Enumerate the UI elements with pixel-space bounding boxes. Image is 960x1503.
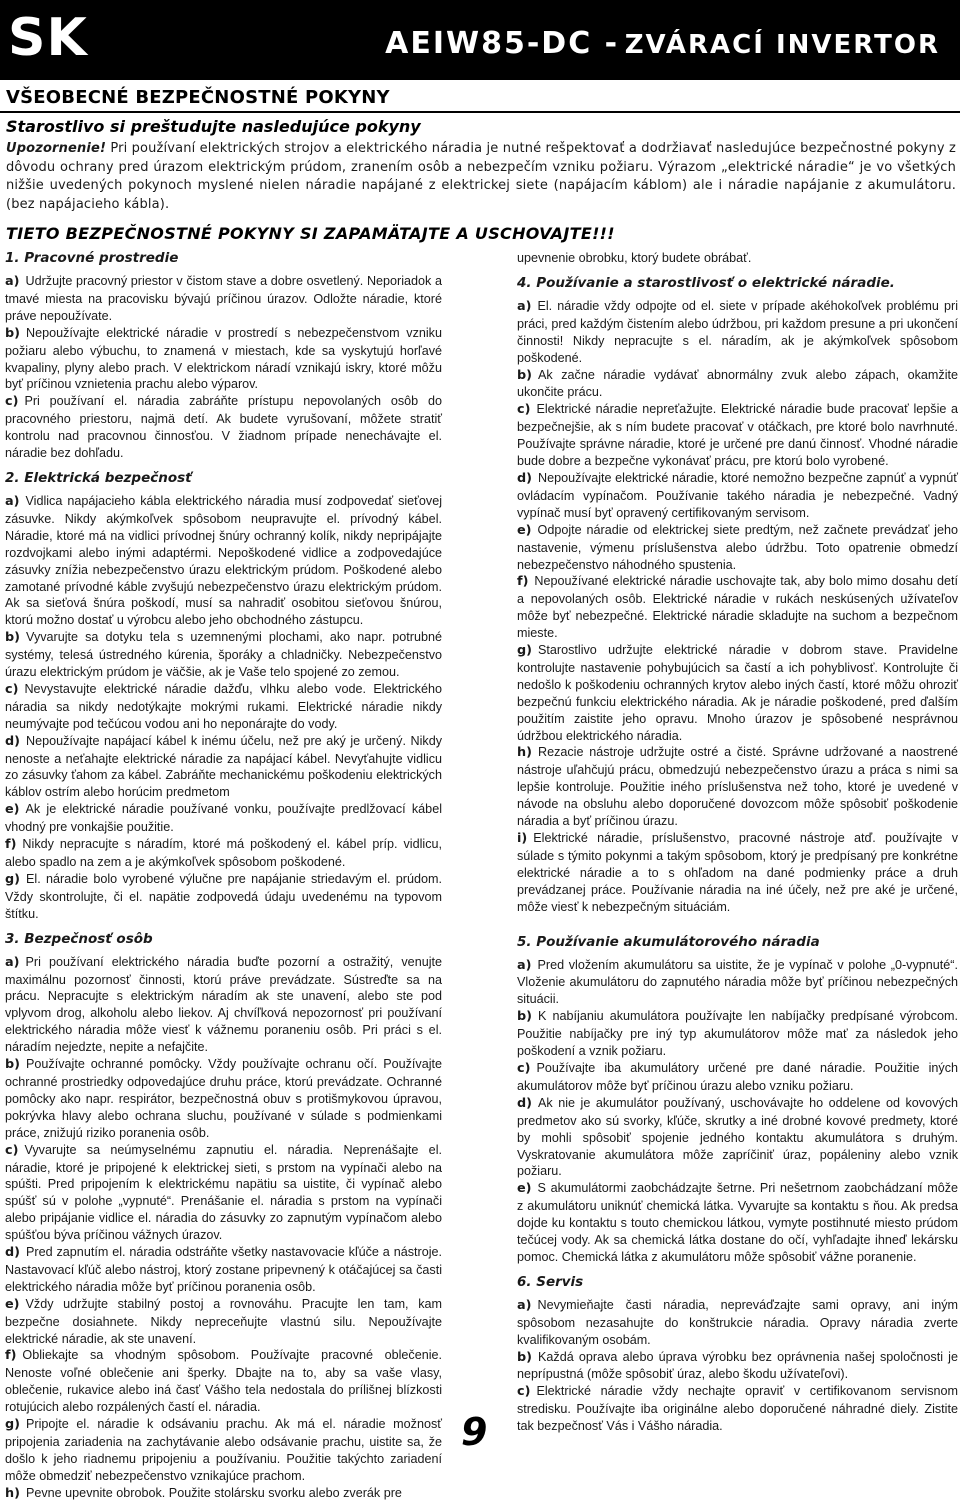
list-item — [517, 744, 958, 830]
section-heading: 4. Používanie a starostlivosť o elektrické náradie. — [517, 274, 895, 291]
list-item — [5, 1056, 442, 1142]
item-text: Ak začne náradie vydávať abnormálny zvuk alebo zápach, okamžite ukončite prácu. — [517, 367, 958, 400]
item-text: Pri používaní elektrického náradia buďte pozorní a ostražitý, venujte maximálnu pozornosť činnosti, ktorú práve prevádzate. Sústreďte sa na prácu. Nepracujte s elektrickým náradím ak ste unavení, alebo ste pod vplyvom drog, alkoholu alebo liekov. Aj chvíľková nepozornosť pri používaní elektrického náradia môže viesť k vážnemu poraneniu osôb. Pri práci s el. náradím nejedzte, nepite a nefajčite. — [5, 954, 442, 1055]
list-item — [5, 1416, 442, 1485]
item-text: Vyvarujte sa dotyku tela s uzemnenými plochami, ako napr. potrubné systémy, telesá ústredného kúrenia, šporáky a chladničky. Nebezpečenstvo úrazu elektrickým prúdom je väčšie, ak je Vaše telo spojené zo zemou. — [5, 630, 442, 680]
list-item — [5, 1296, 442, 1348]
item-letter: a) — [517, 957, 532, 973]
item-letter: a) — [5, 274, 20, 289]
item-letter: a) — [517, 1297, 532, 1313]
item-letter: b) — [5, 630, 21, 646]
item-letter: g) — [517, 643, 533, 659]
list-item — [5, 836, 442, 871]
item-letter: f) — [5, 1348, 17, 1364]
list-item — [5, 954, 442, 1056]
item-text: K nabíjaniu akumulátora používajte len nabíjačky predpísané výrobcom. Použitie nabíjačky pre iný typ akumulátorov môže mať za následok jeho poškodení a vznik požiaru. — [517, 1009, 958, 1059]
item-letter: c) — [517, 402, 531, 418]
item-text: Vždy udržujte stabilný postoj a rovnováhu. Pracujte len tam, kam bezpečne dosiahnete. Nikdy nepreceňujte vlastnú silu. Nepoužívajte elektrické náradie, ak ste unavení. — [5, 1296, 442, 1346]
list-item — [5, 681, 442, 733]
list-item — [5, 325, 442, 394]
section-heading: 3. Bezpečnosť osôb — [5, 930, 153, 947]
list-item — [5, 733, 442, 802]
item-letter: h) — [517, 745, 532, 761]
item-text: El. náradie vždy odpojte od el. siete v prípade akéhokoľvek problému pri práci, pred každým čistením alebo údržbou, pri každom presune a pri ukončení činnosti! Nikdy nepracujte s el. náradím, ak je akýmkoľvek spôsobom poškodené. — [517, 298, 958, 365]
item-text: Odpojte náradie od elektrickej siete predtým, než začnete prevádzať jeho nastavenie, výmenu príslušenstva alebo údržbu. Toto opatrenie obmedzí nebezpečenstvo náhodného spustenia. — [517, 522, 958, 572]
item-letter: f) — [5, 837, 17, 853]
item-text: Nevystavujte elektrické náradie dažďu, vlhku alebo vode. Elektrického náradia sa nikdy nedotýkajte mokrými rukami. Elektrické náradie nikdy neumývajte pod tečúcou vodou ani ho neponárajte do vody. — [5, 681, 442, 731]
item-letter: c) — [5, 394, 19, 410]
item-text: Ak je elektrické náradie používané vonku, používajte predlžovací kábel vhodný pre vonkajšie použitie. — [5, 802, 442, 835]
item-text: Nepoužívajte napájací kábel k inému účelu, než pre aký je určený. Nikdy nenoste a neťahajte elektrické náradie za napájací kábel. Nevyťahujte vidlicu zo zásuvky ťahom za kábel. Zabráňte mechanickému poškodeniu elektrických káblov ostrím alebo horúcim predmetom — [5, 733, 442, 800]
item-text: Elektrické náradie, príslušenstvo, pracovné nástroje atď. používajte v súlade s týmito pokynmi a takým spôsobom, ktorý je predpísaný pre konkrétne elektrické náradie a to s ohľadom na dané podmienky práce a druh prevádzanej práce. Používanie náradia na iné účely, než pre aké je určené, môže viesť k nebezpečným situáciám. — [517, 831, 958, 914]
product-name: ZVÁRACÍ INVERTOR — [624, 30, 940, 60]
item-text: Elektrické náradie nepreťažujte. Elektrické náradie bude pracovať lepšie a bezpečnejšie, ak s ním budete pracovať v otáčkach, pre ktoré bolo navrhnuté. Používajte správne náradie, ktoré je určené pre danú činnosť. Vhodné náradie bude dobre a bezpečne vykonávať prácu, pre ktorú bolo vyrobené. — [517, 402, 958, 469]
section-heading: 6. Servis — [517, 1273, 584, 1290]
list-item — [517, 1008, 958, 1060]
item-letter: e) — [5, 1296, 20, 1312]
item-text: Pripojte el. náradie k odsávaniu prachu. Ak má el. náradie možnosť pripojenia zariadenia na zachytávanie alebo odsávanie prachu, uistite sa, že došlo k jeho riadnemu pripojeniu a používaniu. Použitie takýchto zariadení môže obmedziť nebezpečenstvo vznikajúce prachom. — [5, 1417, 442, 1483]
item-letter: b) — [517, 1009, 533, 1025]
item-text: Rezacie nástroje udržujte ostré a čisté. Správne udržované a naostrené nástroje uľahčujú prácu, obmedzujú nebezpečenstvo úrazu a práca s nimi sa lepšie kontroluje. Použitie iného príslušenstva než toho, ktoré je uvedené v návode na obsluhu alebo doporučené dovozcom môže spôsobiť poškodenie náradia a byť príčinou úrazu. — [517, 745, 958, 829]
item-letter: a) — [5, 493, 20, 509]
list-item — [5, 629, 442, 681]
list-item — [517, 298, 958, 367]
item-letter: d) — [5, 1245, 21, 1261]
list-item — [517, 1095, 958, 1181]
item-text: Nepoužívajte elektrické náradie, ktoré nemožno bezpečne zapnúť a vypnúť ovládacím vypínačom. Používanie takého náradia je nebezpečné. Vadný vypínač musí byť opravený certifikovaným servisom. — [517, 470, 958, 520]
item-text: Pevne upevnite obrobok. Použite stolársku svorku alebo zverák pre — [25, 1485, 402, 1500]
item-text: Nevymieňajte časti náradia, nepreváďzajte sami opravy, ani iným spôsobom nezasahujte do konštrukcie náradia. Opravy náradia zverte kvalifikovaným osobám. — [517, 1297, 958, 1347]
list-item — [517, 1349, 958, 1384]
item-letter: a) — [517, 298, 532, 314]
item-letter: g) — [5, 871, 21, 887]
left-column — [5, 250, 442, 1503]
list-item — [5, 801, 442, 836]
item-text: Ak nie je akumulátor používaný, uschovávajte ho oddelene od kovových predmetov ako sú svorky, kľúče, skrutky a iné drobné kovové predmety, ktoré by mohli spôsobiť spojenie jedného kontaktu akumulátora s druhým. Vyskratovanie akumulátora môže zapríčiniť úraz, popáleniny alebo vznik požiaru. — [517, 1095, 958, 1179]
list-item — [5, 1347, 442, 1416]
list-item — [5, 493, 442, 629]
item-text: Používajte iba akumulátory určené pre dané náradie. Použitie iných akumulátorov môže byť príčinou úrazu alebo vzniku požiaru. — [517, 1060, 958, 1093]
item-text: Pri používaní el. náradia zabráňte prístupu nepovolaných osôb do pracovného priestoru, najmä detí. Ak budete vyrušovaní, môžete stratiť kontrolu nad pracovnou činnosťou. V žiadnom prípade nenechávajte el. náradie bez dohľadu. — [5, 394, 442, 461]
list-item — [5, 393, 442, 462]
item-letter: d) — [517, 470, 533, 486]
item-text: Nepoužívané elektrické náradie uschovajte tak, aby bolo mimo dosahu detí a nepovolaných osôb. Elektrické náradie v rukách neskúsených užívateľov môže byť nebezpečné. Elektrické náradie skladujte na suchom a bezpečnom mieste. — [517, 574, 958, 641]
list-item — [517, 470, 958, 522]
item-letter: h) — [5, 1485, 20, 1501]
item-letter: c) — [517, 1384, 531, 1400]
item-letter: i) — [517, 831, 528, 846]
list-item — [5, 1244, 442, 1296]
item-letter: e) — [517, 522, 532, 538]
item-letter: b) — [5, 1057, 21, 1073]
language-code: SK — [8, 8, 88, 68]
list-item — [517, 367, 958, 402]
item-text: S akumulátormi zaobchádzajte šetrne. Pri nešetrnom zaobchádzaní môže z akumulátoru uniknúť chemická látka. Vyvarujte sa kontaktu s ňou. Ak predsa dojde ku kontaktu s touto chemickou látkou, vymyte postihnuté miesto prúdom tečúcej vody. Ak sa chemická látka dostane do očí, vyhľadajte ihneď lekársku pomoc. Chemická látka z akumulátoru môže spôsobiť vážne poranenie. — [517, 1181, 958, 1264]
right-column — [517, 250, 958, 1435]
item-text: Vidlica napájacieho kábla elektrického náradia musí zodpovedať sieťovej zásuvke. Nikdy akýmkoľvek spôsobom neupravujte el. prívodný kábel. Náradie, ktoré má na vidlici prívodnej šnúry ochranný kolík, nikdy nepripájajte rozdvojkami alebo inými adaptérmi. Nepoškodené vidlice a zodpovedajúce zásuvky znížia nebezpečenstvo úrazu elektrickým prúdom. Poškodené alebo zamotané prívodné káble zvyšujú nebezpečenstvo úrazu elektrickým prúdom. Ak sa sieťová šnúra poškodí, musí sa nahradiť osobitou sieťovou šnúrou, ktorú možno dostať u výrobcu alebo jeho obchodného zástupcu. — [5, 493, 442, 628]
list-item — [517, 522, 958, 574]
item-text: Vyvarujte sa neúmyselnému zapnutiu el. náradia. Neprenášajte el. náradie, ktoré je pripojené k elektrickej sieti, s prstom na vypínači alebo na spúšti. Pred pripojením k elektrickému napätiu sa uistite, či vypínač alebo spúšť sú v polohe „vypnuté“. Prenášanie el. náradia s prstom na vypínači alebo pripájanie vidlice el. náradia do zásuvky zo zapnutým vypínačom alebo spúšťou býva príčinou vážnych úrazov. — [5, 1142, 442, 1243]
list-item — [517, 1180, 958, 1266]
item-letter: c) — [5, 681, 19, 697]
model-code: AEIW85-DC - — [385, 26, 620, 61]
list-item — [5, 1485, 442, 1503]
intro-paragraph — [6, 140, 956, 214]
item-letter: d) — [5, 733, 21, 749]
item-letter: e) — [5, 802, 20, 818]
page-number: 9 — [461, 1410, 488, 1454]
item-letter: b) — [517, 367, 533, 383]
item-text: Používajte ochranné pomôcky. Vždy používajte ochranu očí. Používajte ochranné prostriedky odpovedajúce druhu práce, ktorú prevádzate. Ochranné pomôcky ako napr. respirátor, bezpečnostná obuv s protišmykovou úpravou, pokrývka hlavy alebo ochrana sluchu, používané v súlade s podmienkami práce, znižujú riziko poranenia osôb. — [5, 1057, 442, 1140]
page-subtitle: Starostlivo si preštudujte nasledujúce pokyny — [6, 117, 421, 136]
list-item — [517, 642, 958, 744]
item-text: Pred vložením akumulátoru sa uistite, že je vypínač v polohe „0-vypnuté“. Vloženie akumulátoru do zapnutého náradia môže byť príčinou nebezpečných situácii. — [517, 957, 958, 1007]
list-item — [517, 830, 958, 916]
item-text: Nepoužívajte elektrické náradie v prostredí s nebezpečenstvom vzniku požiaru alebo výbuchu, to znamená v miestach, kde sa vyskytujú horľavé kvapaliny, plyny alebo prach. V elektrickom náradí vznikajú iskry, ktoré môžu byť príčinou vznietenia prachu alebo výparov. — [5, 325, 442, 392]
header-bar — [0, 0, 960, 80]
product-title — [385, 26, 940, 66]
item-text: Udržujte pracovný priestor v čistom stave a dobre osvetlený. Neporiadok a tmavé miesta na pracovisku bývajú príčinou úrazov. Odložte náradie, ktoré práve nepoužívate. — [5, 274, 442, 323]
item-letter: b) — [517, 1349, 533, 1365]
list-item — [517, 1383, 958, 1435]
item-text: Každá oprava alebo úprava výrobku bez oprávnenia našej spoločnosti je neprípustná (môže spôsobiť úraz, alebo škodu užívateľovi). — [517, 1349, 958, 1382]
list-item — [5, 1142, 442, 1244]
warning-label: Upozornenie! — [6, 141, 107, 156]
item-letter: a) — [5, 954, 20, 970]
list-item — [517, 573, 958, 642]
list-item — [5, 871, 442, 923]
list-item — [517, 401, 958, 470]
keep-instructions-heading: TIETO BEZPEČNOSTNÉ POKYNY SI ZAPAMÄTAJTE A USCHOVAJTE!!! — [6, 224, 615, 243]
item-text: El. náradie bolo vyrobené výlučne pre napájanie striedavým el. prúdom. Vždy skontrolujte, či el. napätie zodpovedá údaju uvedenému na typovom štítku. — [5, 871, 442, 921]
list-item — [517, 1297, 958, 1349]
section-heading: 1. Pracovné prostredie — [5, 250, 179, 266]
item-text: Pred zapnutím el. náradia odstráňte všetky nastavovacie kľúče a nástroje. Nastavovací kľúč alebo nástroj, ktorý zostane pripevnený k otáčajúcej sa časti elektrického náradia môže byť príčinou poranenia osôb. — [5, 1245, 442, 1294]
page-title: VŠEOBECNÉ BEZPEČNOSTNÉ POKYNY — [6, 87, 390, 108]
item-text: Obliekajte sa vhodným spôsobom. Používajte pracovné oblečenie. Nenoste voľné oblečenie ani šperky. Dbajte na to, aby sa vaše vlasy, oblečenie, rukavice alebo iná časť Vášho tela nedostala do prílišnej blízkosti rotujúcich alebo rozpálených častí el. náradia. — [5, 1348, 442, 1415]
item-text: Elektrické náradie vždy nechajte opraviť v certifikovanom servisnom stredisku. Používajte iba originálne alebo doporučené náhradné diely. Zistite tak bezpečnosť Vás i Vášho náradia. — [517, 1384, 958, 1434]
item-letter: c) — [517, 1060, 531, 1076]
section-heading: 2. Elektrická bezpečnosť — [5, 469, 192, 486]
item-letter: g) — [5, 1417, 21, 1433]
list-item — [517, 957, 958, 1009]
item-letter: f) — [517, 574, 529, 590]
item-letter: d) — [517, 1095, 533, 1111]
item-letter: e) — [517, 1181, 532, 1197]
continued-text: upevnenie obrobku, ktorý budete obrábať. — [517, 251, 752, 265]
list-item — [5, 273, 442, 325]
item-letter: c) — [5, 1142, 19, 1158]
list-item — [517, 1060, 958, 1095]
item-text: Starostlivo udržujte elektrické náradie v dobrom stave. Pravidelne kontrolujte nastavenie pohybujúcich sa častí a ich pohyblivosť. Kontrolujte či nedošlo k poškodeniu ochranných krytov alebo iných častí, ktoré môžu ohroziť bezpečnú funkciu elektrického náradia. Ak je náradie poškodené, pred ďalším použitím zaistite jeho opravu. Mnoho úrazov je spôsobené nesprávnou údržbou elektrického náradia. — [517, 643, 958, 743]
title-divider — [0, 111, 960, 113]
item-text: Nikdy nepracujte s náradím, ktoré má poškodený el. kábel príp. vidlicu, alebo spadlo na zem a je akýmkoľvek spôsobom poškodené. — [5, 837, 442, 869]
intro-text: Pri používaní elektrických strojov a elektrického náradia je nutné rešpektovať a dodržiavať nasledujúce bezpečnostné pokyny z dôvodu ochrany pred úrazom elektrickým prúdom, zranením osôb a nebezpečím vzniku požiaru. Výrazom „elektrické náradie“ je vo všetkých nižšie uvedených pokynoch myslené nielen náradie napájané z elektrickej siete (napájacím káblom) ale i náradie napájanie z akumulátoru. (bez napájacieho kábla). — [6, 141, 956, 212]
section-heading: 5. Používanie akumulátorového náradia — [517, 933, 820, 950]
item-letter: b) — [5, 325, 21, 341]
